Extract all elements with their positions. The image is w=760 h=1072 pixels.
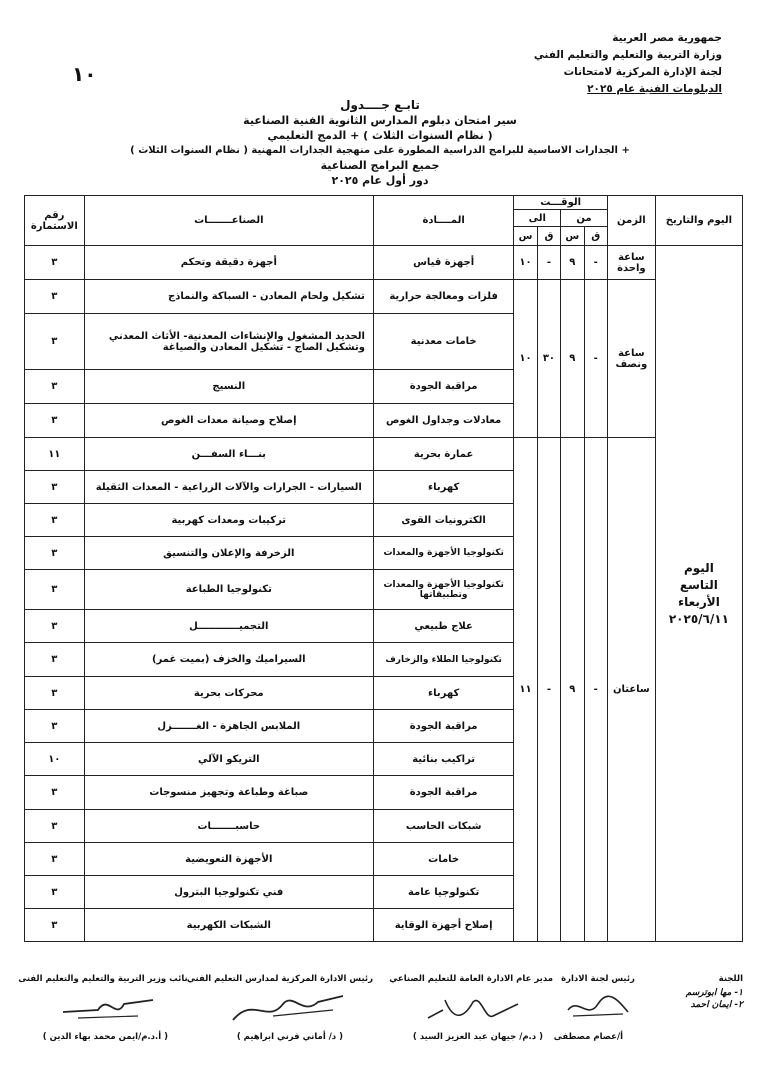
- col-to-hours: س: [514, 227, 537, 246]
- form-number-cell: ١٠: [25, 743, 85, 776]
- col-to-minutes: ق: [537, 227, 560, 246]
- subject-cell: فلزات ومعالجة حرارية: [373, 280, 513, 314]
- industries-cell: السيارات - الجرارات والآلات الزراعية - المعدات الثقيلة: [84, 471, 373, 504]
- header-line-4: الدبلومات الفنية عام ٢٠٢٥: [587, 83, 722, 95]
- to-minutes-cell: -: [537, 438, 560, 942]
- form-number-cell: ٣: [25, 246, 85, 280]
- handwritten-signature-icon: [563, 992, 633, 1022]
- subject-cell: شبكات الحاسب: [373, 810, 513, 843]
- day-ordinal: التاسع: [679, 577, 718, 592]
- central-head-title: رئيس الادارة المركزية لمدارس التعليم الفني: [186, 974, 373, 984]
- from-minutes-cell: -: [584, 246, 607, 280]
- industries-cell: تركيبات ومعدات كهربية: [84, 504, 373, 537]
- header-line-1: جمهورية مصر العربية: [612, 32, 722, 44]
- deputy-minister-title: نائب وزير التربية والتعليم والتعليم الفنى: [18, 974, 188, 984]
- subject-cell: تكنولوجيا الأجهزة والمعدات: [373, 537, 513, 570]
- signature-gm-industrial: [389, 974, 553, 1042]
- col-form-number: رقم الاستمارة: [25, 196, 85, 246]
- signature-admin-head: [553, 974, 643, 1042]
- admin-head-name: أ/عصام مصطفى: [553, 1032, 623, 1042]
- industries-cell: التجميــــــــــــل: [84, 610, 373, 643]
- subject-cell: كهرباء: [373, 677, 513, 710]
- to-minutes-cell: -: [537, 246, 560, 280]
- subject-cell: تكنولوجيا الأجهزة والمعدات وتطبيقاتها: [373, 570, 513, 610]
- form-number-cell: ٣: [25, 677, 85, 710]
- title-line-5: جميع البرامج الصناعية: [320, 159, 440, 172]
- form-number-cell: ٣: [25, 843, 85, 876]
- form-number-cell: ٣: [25, 404, 85, 438]
- subject-cell: الكترونيات القوى: [373, 504, 513, 537]
- signatures-footer: [18, 974, 743, 1044]
- industries-cell: النسيج: [84, 370, 373, 404]
- signature-committee: [633, 974, 743, 1010]
- handwritten-signature-icon: [423, 990, 523, 1026]
- gm-industrial-name: ( د.م/ جيهان عبد العزيز السيد ): [412, 1032, 543, 1042]
- col-subject: المــــادة: [373, 196, 513, 246]
- subject-cell: معادلات وجداول الغوص: [373, 404, 513, 438]
- ministry-header: [492, 30, 722, 98]
- subject-cell: إصلاح أجهزة الوقاية: [373, 909, 513, 942]
- to-hours-cell: ١٠: [514, 280, 537, 438]
- title-line-6: دور أول عام ٢٠٢٥: [331, 174, 429, 187]
- col-time: الوقـــت: [514, 196, 608, 210]
- industries-cell: تكنولوجيا الطباعة: [84, 570, 373, 610]
- subject-cell: مراقبة الجودة: [373, 370, 513, 404]
- subject-cell: خامات معدنية: [373, 314, 513, 370]
- subject-cell: عمارة بحرية: [373, 438, 513, 471]
- form-number-cell: ٣: [25, 314, 85, 370]
- col-from-minutes: ق: [584, 227, 607, 246]
- day-cell: [655, 246, 742, 942]
- table-row: [25, 246, 743, 280]
- committee-member-2: ٢- ايمان احمد: [690, 1000, 743, 1010]
- page-number: ١٠: [72, 62, 97, 86]
- subject-cell: كهرباء: [373, 471, 513, 504]
- form-number-cell: ٣: [25, 643, 85, 677]
- committee-title: اللجنة: [718, 974, 743, 984]
- duration-cell: ساعة ونصف: [607, 280, 655, 438]
- form-number-cell: ٣: [25, 570, 85, 610]
- industries-cell: بنـــاء السفـــن: [84, 438, 373, 471]
- title-line-1: تابـع جــــدول: [340, 98, 420, 112]
- form-number-cell: ٣: [25, 610, 85, 643]
- col-from: من: [561, 210, 608, 227]
- from-minutes-cell: -: [584, 438, 607, 942]
- day-label: اليوم: [683, 560, 714, 575]
- form-number-cell: ١١: [25, 438, 85, 471]
- form-number-cell: ٣: [25, 280, 85, 314]
- form-number-cell: ٣: [25, 810, 85, 843]
- to-hours-cell: ١١: [514, 438, 537, 942]
- admin-head-title: رئيس لجنة الادارة: [561, 974, 635, 984]
- duration-cell: ساعتان: [607, 438, 655, 942]
- form-number-cell: ٣: [25, 776, 85, 810]
- form-number-cell: ٣: [25, 370, 85, 404]
- industries-cell: محركات بحرية: [84, 677, 373, 710]
- industries-cell: حاسبـــــــات: [84, 810, 373, 843]
- signature-central-head: [186, 974, 373, 1042]
- title-line-3: ( نظام السنوات الثلاث ) + الدمج التعليمي: [267, 129, 493, 142]
- industries-cell: الشبكات الكهربية: [84, 909, 373, 942]
- title-line-4: + الجدارات الاساسية للبرامج الدراسية المطورة على منهجية الجدارات المهنية ( نظام السنوات الثلاث ): [130, 145, 630, 156]
- from-hours-cell: ٩: [561, 438, 584, 942]
- form-number-cell: ٣: [25, 537, 85, 570]
- subject-cell: مراقبة الجودة: [373, 776, 513, 810]
- industries-cell: تشكيل ولحام المعادن - السباكة والنماذج: [84, 280, 373, 314]
- subject-cell: علاج طبيعي: [373, 610, 513, 643]
- signature-deputy-minister: [18, 974, 188, 1042]
- form-number-cell: ٣: [25, 504, 85, 537]
- form-number-cell: ٣: [25, 710, 85, 743]
- subject-cell: أجهزة قياس: [373, 246, 513, 280]
- deputy-minister-name: ( أ.د.م/ايمن محمد بهاء الدين ): [42, 1032, 168, 1042]
- handwritten-signature-icon: [58, 990, 158, 1024]
- table-row: [25, 280, 743, 314]
- industries-cell: التريكو الآلي: [84, 743, 373, 776]
- col-to: الى: [514, 210, 561, 227]
- col-industries: الصناعـــــــات: [84, 196, 373, 246]
- to-minutes-cell: ٣٠: [537, 280, 560, 438]
- to-hours-cell: ١٠: [514, 246, 537, 280]
- form-number-cell: ٣: [25, 876, 85, 909]
- table-row: [25, 438, 743, 471]
- industries-cell: الأجهزة التعويضية: [84, 843, 373, 876]
- handwritten-signature-icon: [223, 986, 353, 1026]
- title-line-2: سير امتحان دبلوم المدارس الثانوية الفنية الصناعية: [243, 114, 517, 127]
- industries-cell: إصلاح وصيانة معدات الغوص: [84, 404, 373, 438]
- from-hours-cell: ٩: [561, 280, 584, 438]
- document-titles: [100, 98, 660, 188]
- central-head-name: ( د/ أماني قرني ابراهيم ): [236, 1032, 343, 1042]
- industries-cell: الحديد المشغول والإنشاءات المعدنية- الأثاث المعدني وتشكيل الصاج - تشكيل المعادن والصياغة: [84, 314, 373, 370]
- day-date: ٢٠٢٥/٦/١١: [668, 611, 729, 626]
- from-minutes-cell: -: [584, 280, 607, 438]
- exam-schedule-table: [24, 195, 743, 942]
- industries-cell: صباغة وطباعة وتجهيز منسوجات: [84, 776, 373, 810]
- gm-industrial-title: مدير عام الادارة العامة للتعليم الصناعي: [389, 974, 553, 984]
- header-line-3: لجنة الإدارة المركزية لامتحانات: [563, 66, 722, 78]
- subject-cell: خامات: [373, 843, 513, 876]
- header-line-2: وزارة التربية والتعليم والتعليم الفني: [533, 49, 722, 61]
- industries-cell: الزخرفة والإعلان والتنسيق: [84, 537, 373, 570]
- col-day-date: اليوم والتاريخ: [655, 196, 742, 246]
- from-hours-cell: ٩: [561, 246, 584, 280]
- industries-cell: السيراميك والخزف (بميت غمر): [84, 643, 373, 677]
- subject-cell: تكنولوجيا الطلاء والزخارف: [373, 643, 513, 677]
- subject-cell: تكنولوجيا عامة: [373, 876, 513, 909]
- industries-cell: أجهزة دقيقة وتحكم: [84, 246, 373, 280]
- committee-member-1: ١- مها ابوترسم: [685, 988, 743, 998]
- industries-cell: فني تكنولوجيا البترول: [84, 876, 373, 909]
- col-from-hours: س: [561, 227, 584, 246]
- form-number-cell: ٣: [25, 471, 85, 504]
- form-number-cell: ٣: [25, 909, 85, 942]
- col-duration: الزمن: [607, 196, 655, 246]
- industries-cell: الملابس الجاهزة - الغـــــــزل: [84, 710, 373, 743]
- duration-cell: ساعة واحدة: [607, 246, 655, 280]
- day-weekday: الأربعاء: [677, 594, 720, 609]
- subject-cell: تراكيب بنائية: [373, 743, 513, 776]
- subject-cell: مراقبة الجودة: [373, 710, 513, 743]
